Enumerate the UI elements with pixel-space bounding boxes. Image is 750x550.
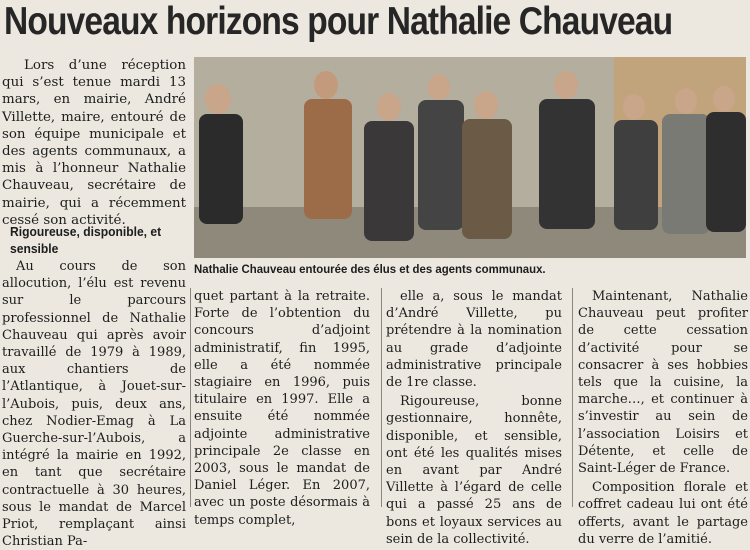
column-4-paragraph-1: Maintenant, Nathalie Chauveau peut profiter de cette cessation d’activité pour se consacrer à ses hobbies tels que la cuisine, la marche…, et continuer à s’investir au sein de l’association Loisirs et Détente, et celle de Saint-Léger de France. — [578, 289, 748, 477]
headline: Nouveaux horizons pour Nathalie Chauveau — [4, 0, 673, 43]
group-photo — [194, 57, 746, 258]
column-1-text: Au cours de son allocution, l’élu est revenu sur le parcours professionnel de Nathalie Chauveau qui après avoir travaillé de 1979 à 1989, aux chantiers de l’Atlantique, à Jouet-sur-l’Aubois, puis, deux ans, chez Nodier-Emag à La Guerche-sur-l’Aubois, a intégré la mairie en 1992, en tant que secrétaire contractuelle à 30 heures, sous le mandat de Marcel Priot, remplaçant ainsi Christian Pa- — [2, 259, 186, 550]
photo-caption: Nathalie Chauveau entourée des élus et des agents communaux. — [194, 262, 546, 276]
column-2-text: quet partant à la retraite. Forte de l’obtention du concours d’adjoint administratif, fin 1995, elle a été nommée stagiaire en 1996, puis titulaire en 1997. Elle a ensuite été nommée adjointe administrative principale 2e classe en 2003, sous le mandat de Daniel Léger. En 2007, avec un poste désormais à temps complet, — [194, 289, 370, 528]
column-divider — [381, 288, 382, 507]
article-column-2 — [194, 288, 370, 529]
column-3-paragraph-2: Rigoureuse, bonne gestionnaire, honnête, disponible, et sensible, ont été les qualités mises en avant par André Villette à l’égard de celle qui a passé 25 ans de bons et loyaux services au sein de la collectivité. — [386, 394, 562, 547]
column-divider — [190, 288, 191, 507]
column-4-paragraph-2: Composition florale et coffret cadeau lui ont été offerts, avant le partage du verre de l’amitié. — [578, 480, 748, 547]
column-3-paragraph-1: elle a, sous le mandat d’André Villette, pu prétendre à la nomination au grade d’adjointe administrative principale de 1re classe. — [386, 289, 562, 391]
lede-paragraph — [2, 57, 186, 229]
article-column-1 — [2, 258, 186, 550]
article-column-4 — [578, 288, 748, 548]
subheading: Rigoureuse, disponible, et sensible — [10, 224, 162, 256]
column-divider — [572, 288, 573, 507]
group-photo-illustration — [194, 57, 746, 258]
lede-text: Lors d’une réception qui s’est tenue mardi 13 mars, en mairie, André Villette, maire, entouré de son équipe municipale et des agents communaux, a mis à l’honneur Nathalie Chauveau, secrétaire de mairie, qui a récemment cessé son activité. — [2, 58, 186, 228]
article-column-3 — [386, 288, 562, 548]
